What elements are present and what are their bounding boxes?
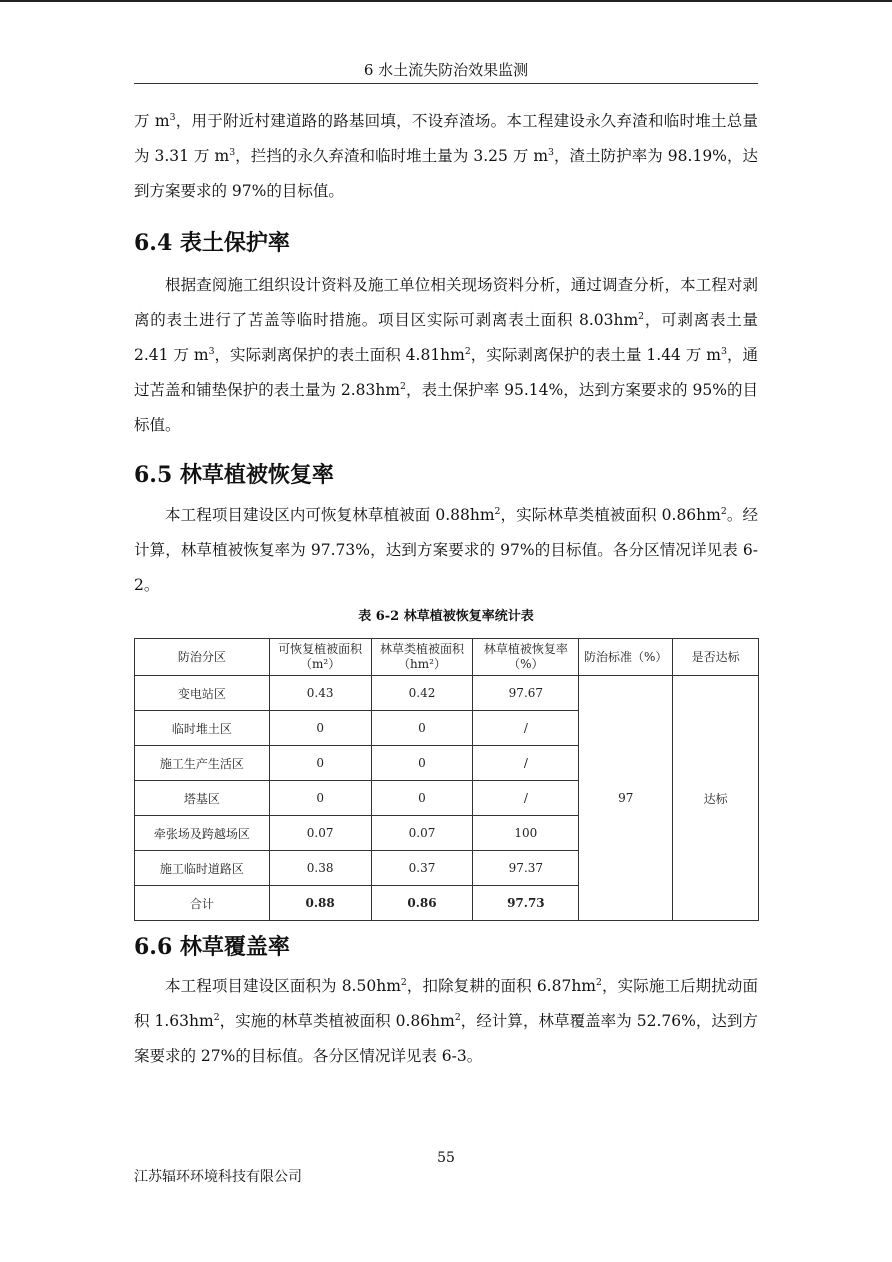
total-cell: 97.73 (473, 886, 579, 921)
page-top-border (0, 0, 892, 2)
column-header: 防治标准（%） (579, 639, 673, 676)
total-cell: 0.88 (269, 886, 371, 921)
column-header: 林草植被恢复率（%） (473, 639, 579, 676)
section-heading-6-5: 6.5 林草植被恢复率 (134, 462, 334, 488)
table-cell: 0 (269, 781, 371, 816)
table-cell: 0.37 (371, 851, 473, 886)
table-cell: 0.42 (371, 676, 473, 711)
running-header: 6 水土流失防治效果监测 (363, 61, 529, 79)
table-row (135, 676, 759, 711)
table-cell: 0.07 (269, 816, 371, 851)
company-footer: 江苏辐环环境科技有限公司 (134, 1169, 302, 1185)
column-header: 防治分区 (135, 639, 270, 676)
table-header-row (135, 639, 759, 676)
table-cell: 0.43 (269, 676, 371, 711)
zone-cell: 施工生产生活区 (135, 746, 270, 781)
table-cell: / (473, 711, 579, 746)
paragraph-6-6: 本工程项目建设区面积为 $8.50hm^2$，扣除复耕的面积 $6.87hm^2$，实际施工后期扰动面积 $1.63hm^2$，实施的林草类植被面积 $0.86hm^2$，经计算，林草覆盖率为 52.76%，达到方案要求的 27%的目标值。各分区情况详见表 6-3。 (134, 976, 759, 1065)
table-cell: 0 (371, 746, 473, 781)
status-cell: 达标 (673, 676, 759, 921)
standard-cell: 97 (579, 676, 673, 921)
column-header: 可恢复植被面积（m²） (269, 639, 371, 676)
zone-cell: 施工临时道路区 (135, 851, 270, 886)
table-cell: / (473, 781, 579, 816)
table-cell: 0.38 (269, 851, 371, 886)
column-header: 林草类植被面积（hm²） (371, 639, 473, 676)
column-header: 是否达标 (673, 639, 759, 676)
intro-paragraph: 万 $m^3$，用于附近村建道路的路基回填，不设弃渣场。本工程建设永久弃渣和临时堆土总量为 3.31 万 $m^3$，拦挡的永久弃渣和临时堆土量为 3.25 万 $m^3$，渣土防护率为 98.19%，达到方案要求的 97%的目标值。 (134, 111, 758, 200)
section-heading-6-4: 6.4 表土保护率 (134, 230, 290, 256)
table-caption: 表 6-2 林草植被恢复率统计表 (358, 609, 534, 624)
table-cell: 97.67 (473, 676, 579, 711)
zone-cell: 变电站区 (135, 676, 270, 711)
zone-cell: 临时堆土区 (135, 711, 270, 746)
zone-cell: 塔基区 (135, 781, 270, 816)
paragraph-6-4: 根据查阅施工组织设计资料及施工单位相关现场资料分析，通过调查分析，本工程对剥离的表土进行了苫盖等临时措施。项目区实际可剥离表土面积 $8.03hm^2$，可剥离表土量 2.41 万 $m^3$，实际剥离保护的表土面积 $4.81hm^2$，实际剥离保护的表土量 1.44 万 $m^3$，通过苫盖和铺垫保护的表土量为 $2.83hm^2$，表土保护率 95.14%，达到方案要求的 95%的目标值。 (134, 276, 758, 434)
zone-cell: 合计 (135, 886, 270, 921)
page-number: 55 (437, 1150, 455, 1166)
table-cell: 100 (473, 816, 579, 851)
table-cell: 0 (371, 781, 473, 816)
table-cell: 0 (269, 746, 371, 781)
paragraph-6-5: 本工程项目建设区内可恢复林草植被面 $0.88hm^2$，实际林草类植被面积 $0.86hm^2$。经计算，林草植被恢复率为 97.73%，达到方案要求的 97%的目标值。各分区情况详见表 6-2。 (134, 505, 758, 594)
header-rule (134, 83, 758, 84)
section-heading-6-6: 6.6 林草覆盖率 (134, 934, 290, 960)
vegetation-recovery-table (134, 638, 759, 921)
table-cell: / (473, 746, 579, 781)
zone-cell: 牵张场及跨越场区 (135, 816, 270, 851)
total-cell: 0.86 (371, 886, 473, 921)
table-cell: 0.07 (371, 816, 473, 851)
table-cell: 97.37 (473, 851, 579, 886)
table-cell: 0 (371, 711, 473, 746)
table-cell: 0 (269, 711, 371, 746)
